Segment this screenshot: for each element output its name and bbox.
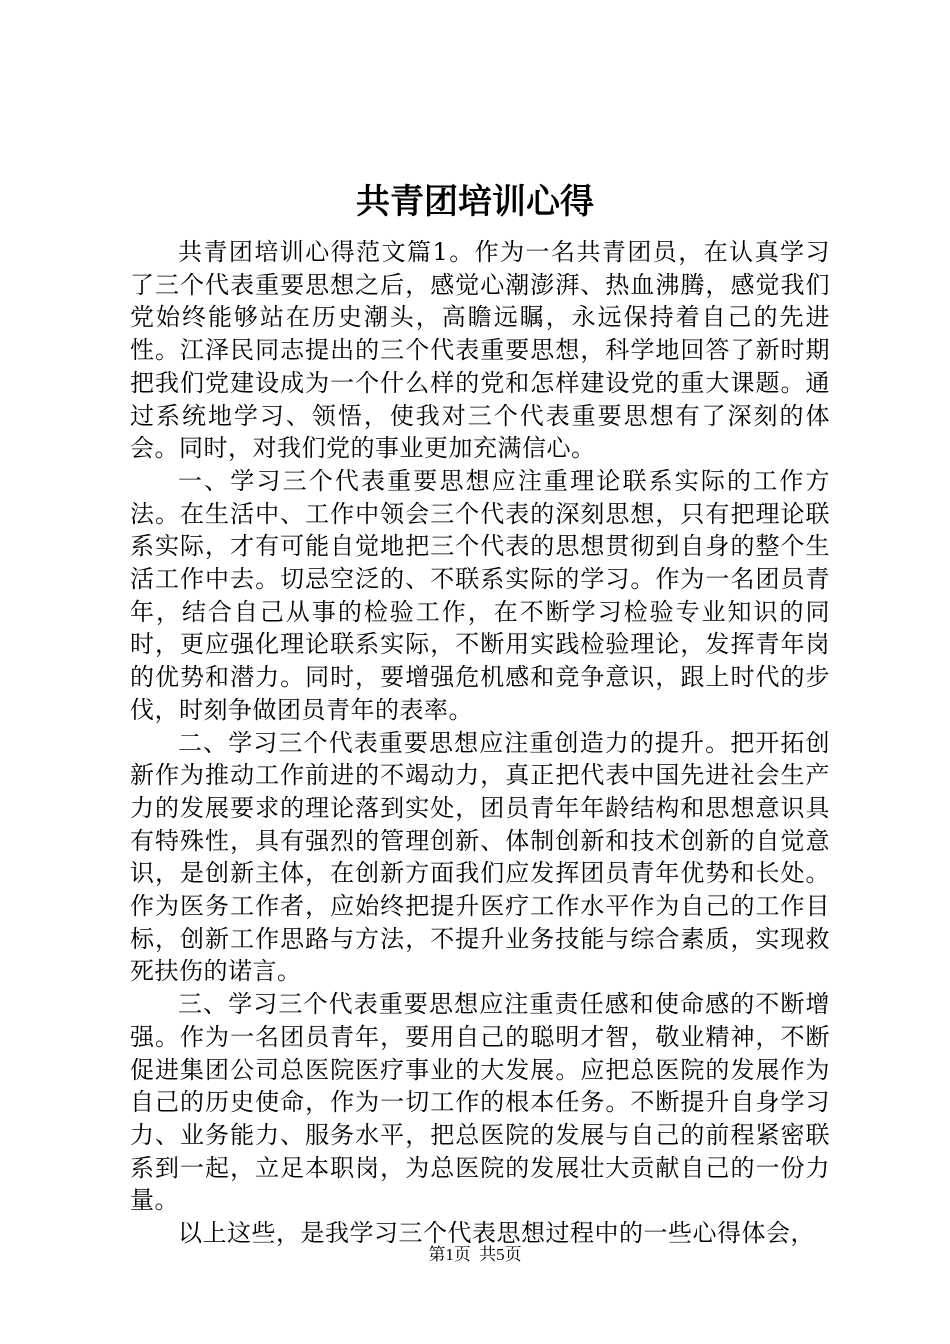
page-footer [0,1243,950,1267]
page-number: 第1页 [428,1245,471,1264]
paragraph: 三、学习三个代表重要思想应注重责任感和使命感的不断增强。作为一名团员青年，要用自己的聪明才智，敬业精神，不断促进集团公司总医院医疗事业的大发展。应把总医院的发展作为自己的历史使命，作为一切工作的根本任务。不断提升自身学习力、业务能力、服务水平，把总医院的发展与自己的前程紧密联系到一起，立足本职岗，为总医院的发展壮大贡献自己的一份力量。 [130,990,830,1215]
document-title: 共青团培训心得 [356,182,594,222]
paragraph: 共青团培训心得范文篇1。作为一名共青团员，在认真学习了三个代表重要思想之后，感觉心潮澎湃、热血沸腾，感觉我们党始终能够站在历史潮头，高瞻远瞩，永远保持着自己的先进性。江泽民同志提出的三个代表重要思想，科学地回答了新时期把我们党建设成为一个什么样的党和怎样建设党的重大课题。通过系统地学习、领悟，使我对三个代表重要思想有了深刻的体会。同时，对我们党的事业更加充满信心。 [130,238,830,463]
document-body [130,236,830,1250]
page-total: 共5页 [479,1245,522,1264]
paragraph: 一、学习三个代表重要思想应注重理论联系实际的工作方法。在生活中、工作中领会三个代表的深刻思想，只有把理论联系实际，才有可能自觉地把三个代表的思想贯彻到自身的整个生活工作中去。切忌空泛的、不联系实际的学习。作为一名团员青年，结合自己从事的检验工作，在不断学习检验专业知识的同时，更应强化理论联系实际，不断用实践检验理论，发挥青年岗的优势和潜力。同时，要增强危机感和竞争意识，跟上时代的步伐，时刻争做团员青年的表率。 [130,466,830,724]
paragraph: 以上这些，是我学习三个代表思想过程中的一些心得体会， [178,1219,815,1248]
paragraph: 二、学习三个代表重要思想应注重创造力的提升。把开拓创新作为推动工作前进的不竭动力，真正把代表中国先进社会生产力的发展要求的理论落到实处，团员青年年龄结构和思想意识具有特殊性，具有强烈的管理创新、体制创新和技术创新的自觉意识，是创新主体，在创新方面我们应发挥团员青年优势和长处。作为医务工作者，应始终把提升医疗工作水平作为自己的工作目标，创新工作思路与方法，不提升业务技能与综合素质，实现救死扶伤的诺言。 [130,728,830,986]
